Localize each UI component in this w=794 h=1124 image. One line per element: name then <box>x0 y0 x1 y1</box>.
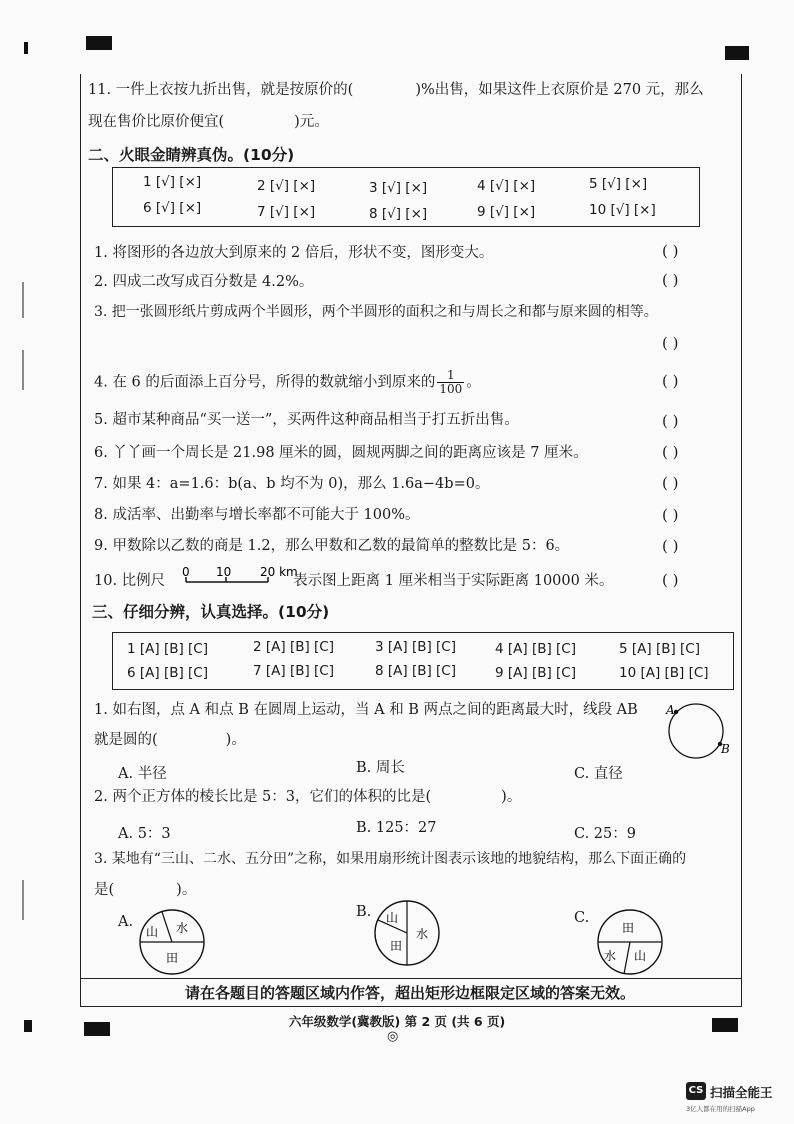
answer-blank[interactable]: ( ) <box>662 537 679 555</box>
answer-cell[interactable]: 2 [A] [B] [C] <box>253 639 334 655</box>
tf-question-9: 9. 甲数除以乙数的商是 1.2，那么甲数和乙数的最简单的整数比是 5：6。 <box>94 538 570 554</box>
answer-cell[interactable]: 4 [A] [B] [C] <box>495 641 576 657</box>
answer-cell[interactable]: 5 [√] [×] <box>589 176 648 192</box>
answer-cell[interactable]: 6 [√] [×] <box>143 200 202 216</box>
pie-b-label-shui: 水 <box>416 927 429 941</box>
tf-question-3: 3. 把一张圆形纸片剪成两个半圆形，两个半圆形的面积之和与周长之和都与原来圆的相等。 <box>94 304 658 320</box>
registration-mark-side <box>24 42 28 54</box>
tf-question-6: 6. 丫丫画一个周长是 21.98 厘米的圆，圆规两脚之间的距离应该是 7 厘米。 <box>94 445 588 461</box>
tf-question-2: 2. 四成二改写成百分数是 4.2%。 <box>94 274 314 290</box>
pie-c-label-shan: 山 <box>634 949 647 963</box>
answer-cell[interactable]: 10 [√] [×] <box>589 202 656 218</box>
registration-mark-top-left <box>86 36 112 50</box>
q2-option-c[interactable]: C. 25：9 <box>574 826 636 842</box>
fraction: $\frac{1}{100}$ <box>439 368 463 396</box>
pie-b-label-tian: 田 <box>390 939 403 953</box>
q11-line1: 11. 一件上衣按九折出售，就是按原价的( )%出售，如果这件上衣原价是 270 元，那么 <box>88 82 704 98</box>
pie-b-label-shan: 山 <box>386 911 399 925</box>
mc-question-3-line2: 是( )。 <box>94 882 197 898</box>
tf-question-1: 1. 将图形的各边放大到原来的 2 倍后，形状不变，图形变大。 <box>94 245 494 261</box>
answer-cell[interactable]: 9 [A] [B] [C] <box>495 665 576 681</box>
point-b-label: B <box>721 742 730 756</box>
answer-blank[interactable]: ( ) <box>662 412 679 430</box>
margin-tick-3 <box>22 880 24 920</box>
mc-question-1-line2: 就是圆的( )。 <box>94 732 246 748</box>
margin-tick-1 <box>22 282 24 318</box>
pie-option-a[interactable] <box>134 908 210 976</box>
answer-cell[interactable]: 10 [A] [B] [C] <box>619 665 709 681</box>
tf-question-5: 5. 超市某种商品“买一送一”，买两件这种商品相当于打五折出售。 <box>94 412 519 428</box>
answer-blank[interactable]: ( ) <box>662 334 679 352</box>
notice-divider <box>80 978 742 979</box>
tf-question-4: 4. 在 6 的后面添上百分号，所得的数就缩小到原来的 $\frac{1}{100}$ 。 <box>94 368 481 396</box>
pie-c-label-tian: 田 <box>622 921 635 935</box>
q1-option-b[interactable]: B. 周长 <box>356 760 405 776</box>
answer-cell[interactable]: 9 [√] [×] <box>477 204 536 220</box>
answer-cell[interactable]: 6 [A] [B] [C] <box>127 665 208 681</box>
q1-option-a[interactable]: A. 半径 <box>118 766 167 782</box>
answer-blank[interactable]: ( ) <box>662 474 679 492</box>
answer-cell[interactable]: 2 [√] [×] <box>257 178 316 194</box>
answer-blank[interactable]: ( ) <box>662 242 679 260</box>
answer-blank[interactable]: ( ) <box>662 571 679 589</box>
q11-line2: 现在售价比原价便宜( )元。 <box>88 114 329 130</box>
scanner-name: 扫描全能王 <box>710 1085 773 1100</box>
section3-heading: 三、仔细分辨，认真选择。(10分) <box>92 603 330 621</box>
answer-cell[interactable]: 8 [√] [×] <box>369 206 428 222</box>
q2-option-a[interactable]: A. 5：3 <box>118 826 171 842</box>
answer-cell[interactable]: 4 [√] [×] <box>477 178 536 194</box>
answer-blank[interactable]: ( ) <box>662 506 679 524</box>
answer-cell[interactable]: 8 [A] [B] [C] <box>375 663 456 679</box>
scanner-tagline: 3亿人都在用的扫描App <box>686 1105 755 1113</box>
answer-blank[interactable]: ( ) <box>662 372 679 390</box>
registration-mark-top-right <box>725 46 749 60</box>
answer-area-notice: 请在各题目的答题区域内作答，超出矩形边框限定区域的答案无效。 <box>184 984 635 1002</box>
scale-label-0: 0 <box>182 565 190 579</box>
section3-answer-grid <box>112 632 734 690</box>
cs-badge-icon: CS <box>686 1082 706 1100</box>
q2-option-b[interactable]: B. 125：27 <box>356 820 437 836</box>
tf-question-10: 10. 比例尺 表示图上距离 1 厘米相当于实际距离 10000 米。 <box>94 573 614 589</box>
circle-figure <box>664 700 744 762</box>
tf-question-7: 7. 如果 4：a=1.6：b(a、b 均不为 0)，那么 1.6a−4b=0。 <box>94 476 490 492</box>
answer-cell[interactable]: 1 [√] [×] <box>143 174 202 190</box>
q3-option-a-letter[interactable]: A. <box>118 914 134 930</box>
answer-cell[interactable]: 7 [√] [×] <box>257 204 316 220</box>
q3-option-c-letter[interactable]: C. <box>574 910 590 926</box>
point-a-label: A <box>666 703 675 717</box>
section2-answer-grid <box>112 167 700 227</box>
pie-c-label-shui: 水 <box>604 949 617 963</box>
answer-blank[interactable]: ( ) <box>662 443 679 461</box>
answer-cell[interactable]: 5 [A] [B] [C] <box>619 641 700 657</box>
margin-tick-2 <box>22 350 24 390</box>
q1-option-c[interactable]: C. 直径 <box>574 766 623 782</box>
q3-option-b-letter[interactable]: B. <box>356 904 372 920</box>
binding-circle-icon: ◎ <box>387 1029 399 1044</box>
scale-label-10: 10 <box>216 565 232 579</box>
page-number: 六年级数学(冀教版) 第 2 页 (共 6 页) <box>288 1014 506 1029</box>
answer-cell[interactable]: 1 [A] [B] [C] <box>127 641 208 657</box>
answer-cell[interactable]: 3 [√] [×] <box>369 180 428 196</box>
mc-question-1: 1. 如右图，点 A 和点 B 在圆周上运动，当 A 和 B 两点之间的距离最大时，线段 AB <box>94 702 638 718</box>
pie-option-c[interactable] <box>594 908 666 976</box>
pie-option-b[interactable] <box>372 898 442 968</box>
answer-blank[interactable]: ( ) <box>662 271 679 289</box>
pie-a-label-shui: 水 <box>176 921 189 935</box>
answer-cell[interactable]: 3 [A] [B] [C] <box>375 639 456 655</box>
scale-label-20: 20 km <box>260 565 298 579</box>
answer-cell[interactable]: 7 [A] [B] [C] <box>253 663 334 679</box>
mc-question-2: 2. 两个正方体的棱长比是 5：3，它们的体积的比是( )。 <box>94 789 522 805</box>
pie-a-label-shan: 山 <box>146 925 159 939</box>
pie-a-label-tian: 田 <box>166 951 179 965</box>
tf-question-8: 8. 成活率、出勤率与增长率都不可能大于 100%。 <box>94 507 420 523</box>
section2-heading: 二、火眼金睛辨真伪。(10分) <box>88 146 295 164</box>
mc-question-3: 3. 某地有“三山、二水、五分田”之称，如果用扇形统计图表示该地的地貌结构，那么下面正确的 <box>94 851 687 867</box>
scale-bar <box>176 564 306 590</box>
